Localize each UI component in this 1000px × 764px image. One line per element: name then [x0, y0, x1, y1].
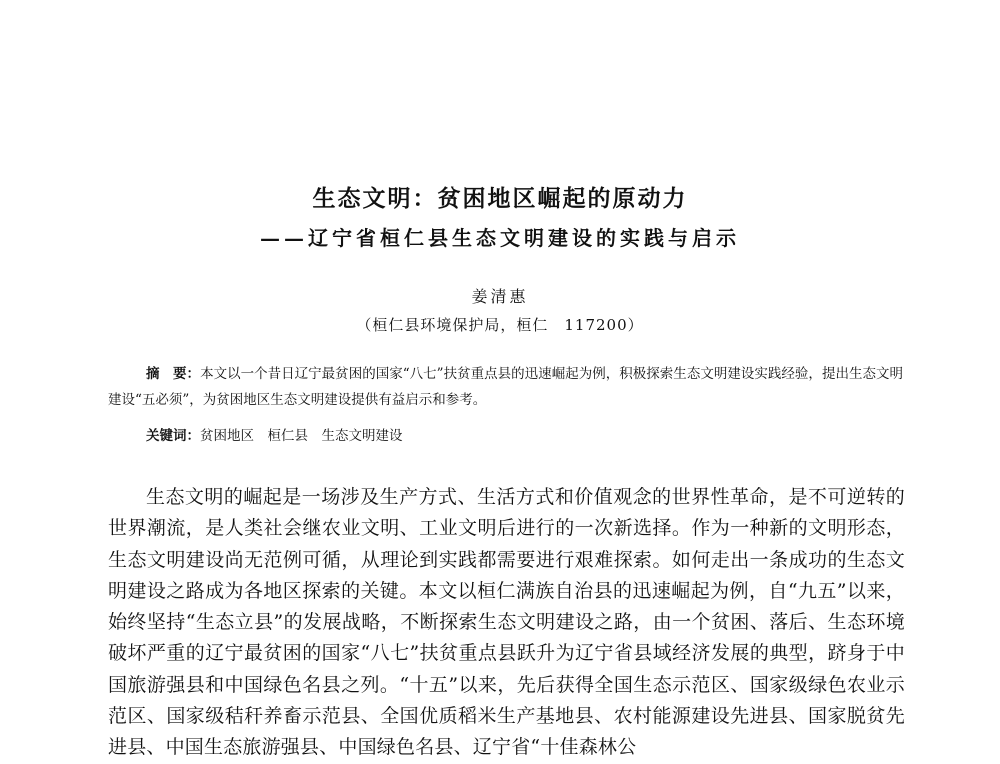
abstract: [108, 361, 903, 413]
body-paragraph: 生态文明的崛起是一场涉及生产方式、生活方式和价值观念的世界性革命，是不可逆转的世界潮流，是人类社会继农业文明、工业文明后进行的一次新选择。作为一种新的文明形态，生态文明建设尚无范例可循，从理论到实践都需要进行艰难探索。如何走出一条成功的生态文明建设之路成为各地区探索的关键。本文以桓仁满族自治县的迅速崛起为例，自“九五”以来，始终坚持“生态立县”的发展战略，不断探索生态文明建设之路，由一个贫困、落后、生态环境破坏严重的辽宁最贫困的国家“八七”扶贫重点县跃升为辽宁省县域经济发展的典型，跻身于中国旅游强县和中国绿色名县之列。“十五”以来，先后获得全国生态示范区、国家级绿色农业示范区、国家级秸秆养畜示范县、全国优质稻米生产基地县、农村能源建设先进县、国家脱贫先进县、中国生态旅游强县、中国绿色名县、辽宁省“十佳森林公: [108, 486, 905, 759]
keywords-text: 贫困地区 桓仁县 生态文明建设: [200, 428, 403, 444]
author-name: 姜清惠: [471, 287, 529, 306]
keywords: [146, 423, 906, 449]
keywords-label: 关键词：: [146, 428, 200, 444]
article-subtitle: ——辽宁省桓仁县生态文明建设的实践与启示: [260, 226, 740, 250]
author-affiliation: （桓仁县环境保护局，桓仁 117200）: [356, 316, 644, 334]
abstract-text: 本文以一个昔日辽宁最贫困的国家“八七”扶贫重点县的迅速崛起为例，积极探索生态文明建设实践经验，提出生态文明建设“五必须”，为贫困地区生态文明建设提供有益启示和参考。: [108, 366, 904, 408]
article-title: 生态文明：贫困地区崛起的原动力: [312, 186, 688, 212]
abstract-label: 摘 要：: [146, 366, 201, 382]
